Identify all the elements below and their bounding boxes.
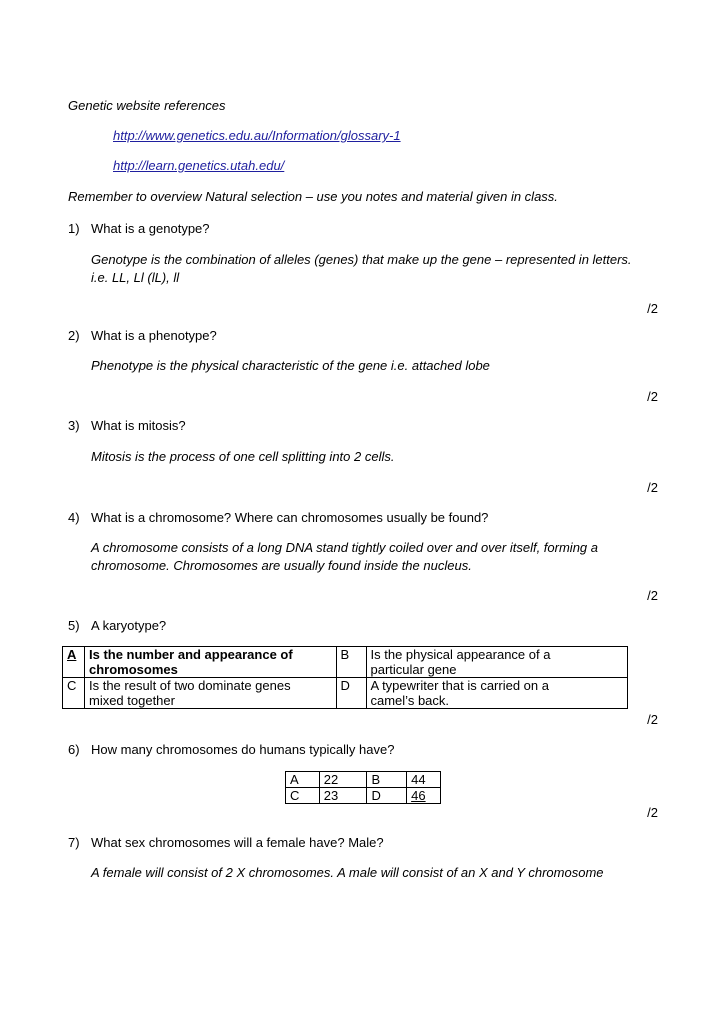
reference-link-genetics-edu[interactable]: http://www.genetics.edu.au/Information/glossary-1 <box>113 128 401 143</box>
question-number: 2) <box>68 328 80 343</box>
chromosome-count-table <box>285 771 441 804</box>
option-letter: B <box>336 647 366 678</box>
question-text: What is a phenotype? <box>91 328 217 343</box>
score-mark: /2 <box>647 480 658 495</box>
answer-line: A chromosome consists of a long DNA stand tightly coiled over and over itself, forming a <box>91 540 598 555</box>
option-value: 22 <box>319 772 367 788</box>
question-text: What sex chromosomes will a female have? Male? <box>91 835 384 850</box>
option-letter: A <box>286 772 320 788</box>
option-letter: B <box>367 772 407 788</box>
question-number: 6) <box>68 742 80 757</box>
answer-line: chromosome. Chromosomes are usually found inside the nucleus. <box>91 558 472 573</box>
answer-line: Genotype is the combination of alleles (genes) that make up the gene – represented in letters. <box>91 252 632 267</box>
option-text: Is the result of two dominate genes mixed together <box>84 678 336 709</box>
score-mark: /2 <box>647 301 658 316</box>
question-number: 1) <box>68 221 80 236</box>
score-mark: /2 <box>647 805 658 820</box>
table-row <box>63 647 628 678</box>
option-value: 23 <box>319 788 367 804</box>
table-row <box>286 788 441 804</box>
table-row <box>286 772 441 788</box>
score-mark: /2 <box>647 389 658 404</box>
reminder-text: Remember to overview Natural selection – use you notes and material given in class. <box>68 189 558 204</box>
option-letter: C <box>286 788 320 804</box>
question-number: 4) <box>68 510 80 525</box>
option-letter: C <box>63 678 85 709</box>
question-text: How many chromosomes do humans typically have? <box>91 742 395 757</box>
score-mark: /2 <box>647 588 658 603</box>
option-value: 44 <box>407 772 441 788</box>
option-value-selected: 46 <box>407 788 441 804</box>
answer-line: i.e. LL, Ll (lL), ll <box>91 270 180 285</box>
option-letter: A <box>63 647 85 678</box>
question-number: 7) <box>68 835 80 850</box>
reference-link-learn-genetics[interactable]: http://learn.genetics.utah.edu/ <box>113 158 285 173</box>
option-letter: D <box>336 678 366 709</box>
question-number: 3) <box>68 418 80 433</box>
karyotype-options-table <box>62 646 628 709</box>
option-letter: D <box>367 788 407 804</box>
option-text: Is the number and appearance of chromosomes <box>84 647 336 678</box>
score-mark: /2 <box>647 712 658 727</box>
references-title: Genetic website references <box>68 98 226 113</box>
question-text: What is mitosis? <box>91 418 186 433</box>
question-text: A karyotype? <box>91 618 167 633</box>
question-text: What is a genotype? <box>91 221 210 236</box>
answer-line: A female will consist of 2 X chromosomes. A male will consist of an X and Y chromosome <box>91 865 604 880</box>
option-text: Is the physical appearance of a particular gene <box>366 647 628 678</box>
answer-line: Mitosis is the process of one cell splitting into 2 cells. <box>91 449 395 464</box>
question-number: 5) <box>68 618 80 633</box>
table-row <box>63 678 628 709</box>
question-text: What is a chromosome? Where can chromosomes usually be found? <box>91 510 489 525</box>
option-text: A typewriter that is carried on a camel’s back. <box>366 678 628 709</box>
answer-line: Phenotype is the physical characteristic of the gene i.e. attached lobe <box>91 358 490 373</box>
